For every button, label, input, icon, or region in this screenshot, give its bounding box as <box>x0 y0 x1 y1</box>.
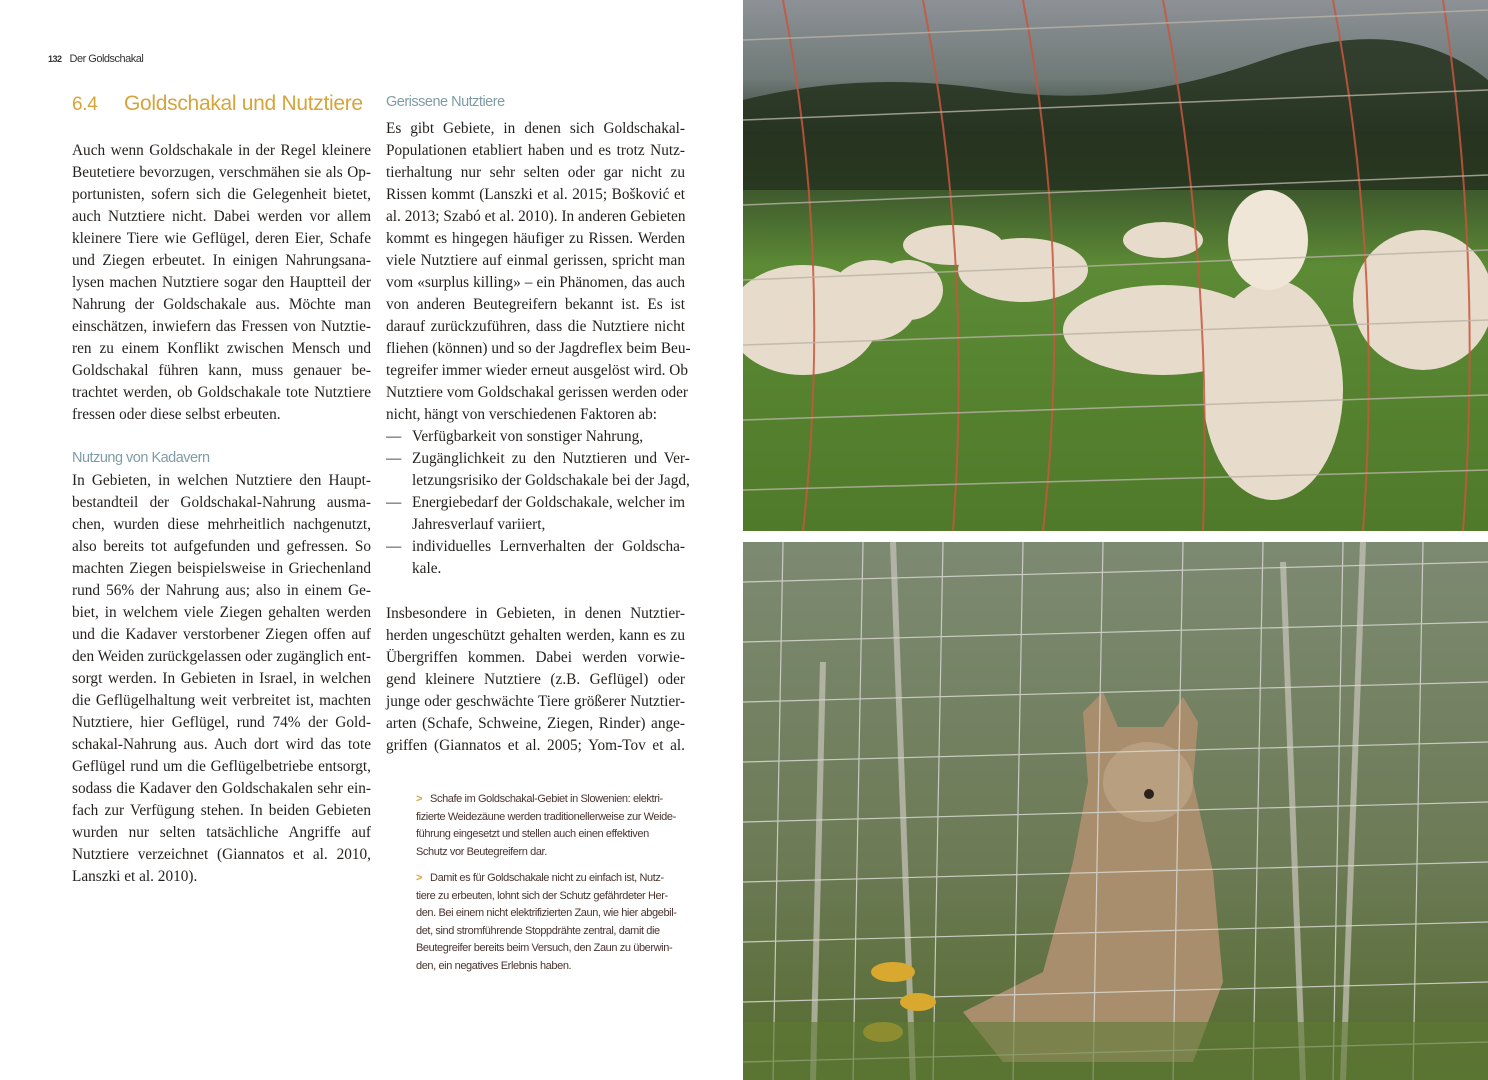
text-line: einschätzen, inwiefern das Fressen von Nutztie- <box>72 318 371 335</box>
text-line: portunisten, sofern sich die Gelegenheit bietet, <box>72 186 371 203</box>
caption-line <box>416 888 676 906</box>
text-line: den Weiden zurückgelassen oder zugänglich ent- <box>72 648 371 665</box>
caption-text: den, ein negatives Erlebnis haben. <box>416 959 572 972</box>
photo-sheep-behind-fence <box>743 0 1488 531</box>
text-line: In Gebieten, in welchen Nutztiere den Haupt- <box>72 472 371 489</box>
dash-bullet: — <box>386 538 402 555</box>
chapter-number: 6.4 <box>72 94 98 115</box>
text-line: und die Kadaver verstorbener Ziegen offen auf <box>72 626 371 643</box>
text-line: nicht, hängt von verschiedenen Faktoren ab: <box>386 406 658 423</box>
caption-line <box>416 826 676 844</box>
text-line: rund 56% der Nahrung aus; also in einem Ge- <box>72 582 371 599</box>
intro-paragraph <box>72 140 371 426</box>
text-line: kommt es hingegen häufiger zu Rissen. Werden <box>386 230 685 247</box>
text-line: Lanszki et al. 2010). <box>72 868 198 885</box>
list-item <box>386 448 690 492</box>
text-line: fach zur Verfügung stehen. In beiden Gebieten <box>72 802 371 819</box>
text-line: von anderen Beutegreifern bekannt ist. Es ist <box>386 296 685 313</box>
text-line: tegreifer immer wieder erneut ausgelöst wird. Ob <box>386 362 689 379</box>
caption-text: fizierte Weidezäune werden traditionellerweise zur Weide- <box>416 810 676 823</box>
dash-bullet: — <box>386 494 402 511</box>
text-line: und Ziegen erbeutet. In einigen Nahrungsana- <box>72 252 371 269</box>
caption-line <box>416 809 676 827</box>
subheading-kadaver: Nutzung von Kadavern <box>72 450 210 466</box>
text-line: sodass die Kadaver den Goldschakalen sehr ein- <box>72 780 371 797</box>
arrow-icon: > <box>416 793 423 805</box>
text-line: darauf zurückzuführen, dass die Nutztiere nicht <box>386 318 685 335</box>
text-line: auch Nutztiere nicht. Dabei werden vor allem <box>72 208 371 225</box>
dash-bullet: — <box>386 450 402 467</box>
text-line: kleinere Tiere wie Geflügel, deren Eier, Schafe <box>72 230 371 247</box>
caption-line <box>416 923 676 941</box>
text-line: Nutztiere, hier Geflügel, rund 74% der Gold- <box>72 714 371 731</box>
caption-text: führung eingesetzt und stellen auch einen effektiven <box>416 828 649 841</box>
list-item <box>386 426 685 448</box>
text-line: al. 2013; Szabó et al. 2010). In anderen Gebieten <box>386 208 686 225</box>
text-line: Rissen kommt (Lanszki et al. 2015; Bošković et <box>386 186 685 203</box>
list-item <box>386 492 685 536</box>
caption-text: Beutegreifer bereits beim Versuch, den Zaun zu überwin- <box>416 942 673 955</box>
running-header <box>48 53 143 65</box>
list-item <box>386 536 685 580</box>
text-line: fressen oder diese selbst erbeuten. <box>72 406 281 423</box>
text-line: individuelles Lernverhalten der Goldscha- <box>412 538 685 555</box>
subheading-gerissene: Gerissene Nutztiere <box>386 94 505 110</box>
caption-line <box>416 958 676 976</box>
text-line: ren zu einem Konflikt zwischen Mensch und <box>72 340 371 357</box>
text-line: Jahresverlauf variiert, <box>412 516 546 533</box>
text-line: trachtet werden, ob Goldschakale tote Nutztiere <box>72 384 371 401</box>
caption-line <box>416 791 676 809</box>
text-line: machten Ziegen beispielsweise in Griechenland <box>72 560 371 577</box>
text-line: Insbesondere in Gebieten, in denen Nutztier- <box>386 605 685 622</box>
text-line: Goldschakal führen kann, muss genauer be- <box>72 362 371 379</box>
chapter-heading <box>72 92 363 116</box>
text-line: wurden nur selten tatsächliche Angriffe auf <box>72 824 371 841</box>
text-line: fliehen (können) und so der Jagdreflex beim Beu- <box>386 340 691 357</box>
text-line: vom «surplus killing» – ein Phänomen, das auch <box>386 274 685 291</box>
caption-line <box>416 844 676 862</box>
text-line: also bereits tot aufgefunden und gefressen. So <box>72 538 371 555</box>
text-line: Auch wenn Goldschakale in der Regel kleinere <box>72 142 371 159</box>
text-line: Geflügel rund um die Geflügelbetriebe entsorgt, <box>72 758 371 775</box>
text-line: Übergriffen kommen. Dabei werden vorwie- <box>386 649 685 666</box>
caption-text: Schafe im Goldschakal-Gebiet in Slowenien: elektri- <box>430 793 663 805</box>
text-line: arten (Schafe, Schweine, Ziegen, Rinder) ange- <box>386 715 685 732</box>
text-line: herden ungeschützt gehalten werden, kann es zu <box>386 627 685 644</box>
caption-text: den. Bei einem nicht elektrifizierten Zaun, wie hier abgebil- <box>416 907 677 920</box>
caption-line <box>416 940 676 958</box>
running-title: Der Goldschakal <box>69 53 144 65</box>
insbesondere-paragraph <box>386 603 685 757</box>
gerissene-paragraph <box>386 118 691 426</box>
text-line: viele Nutztiere auf einmal gerissen, spricht man <box>386 252 685 269</box>
caption-text: Schutz vor Beutegreifern dar. <box>416 845 547 858</box>
text-line: junge oder geschwächte Tiere größerer Nutztier- <box>386 693 685 710</box>
page-number: 132 <box>48 54 62 64</box>
text-line: Populationen etabliert haben und es trotz Nutz- <box>386 142 685 159</box>
text-line: kale. <box>412 560 442 577</box>
text-line: die Geflügelhaltung weit verbreitet ist, machten <box>72 692 371 709</box>
photo-jackal-behind-fence <box>743 542 1488 1080</box>
caption-line <box>416 870 676 888</box>
text-line: griffen (Giannatos et al. 2005; Yom-Tov et al. <box>386 737 685 754</box>
text-line: Nahrung der Goldschakale aus. Möchte man <box>72 296 371 313</box>
text-line: Nutztiere verzeichnet (Giannatos et al. 2010, <box>72 846 371 863</box>
kadaver-paragraph <box>72 470 371 888</box>
caption-text: tiere zu erbeuten, lohnt sich der Schutz gefährdeter Her- <box>416 889 668 902</box>
text-line: tierhaltung nur sehr selten oder gar nicht zu <box>386 164 685 181</box>
text-line: letzungsrisiko der Goldschakale bei der Jagd, <box>412 472 690 489</box>
text-line: bestandteil der Goldschakal-Nahrung ausma- <box>72 494 371 511</box>
text-line: Beutetiere bevorzugen, verschmähen sie als Op- <box>72 164 371 181</box>
caption-sheep <box>416 791 676 861</box>
factor-list <box>386 426 690 580</box>
text-line: Energiebedarf der Goldschakale, welcher im <box>412 494 685 511</box>
text-line: lysen machen Nutztiere sogar den Hauptteil der <box>72 274 371 291</box>
text-line: sorgt werden. In Gebieten in Israel, in welchen <box>72 670 371 687</box>
text-line: schakal-Nahrung aus. Auch dort wird das tote <box>72 736 371 753</box>
text-line: Zugänglichkeit zu den Nutztieren und Ver- <box>412 450 690 467</box>
text-line: biet, in welchem viele Ziegen gehalten werden <box>72 604 371 621</box>
caption-text: Damit es für Goldschakale nicht zu einfach ist, Nutz- <box>430 872 664 884</box>
text-line: chen, wurden diese mehrheitlich nachgenutzt, <box>72 516 371 533</box>
caption-text: det, sind stromführende Stoppdrähte zentral, damit die <box>416 924 660 937</box>
dash-bullet: — <box>386 428 402 445</box>
text-line: Nutztiere vom Goldschakal gerissen werden oder <box>386 384 689 401</box>
arrow-icon: > <box>416 872 423 884</box>
text-line: Verfügbarkeit von sonstiger Nahrung, <box>412 428 644 445</box>
caption-line <box>416 905 676 923</box>
text-line: gend kleinere Nutztiere (z.B. Geflügel) oder <box>386 671 685 688</box>
chapter-title: Goldschakal und Nutztiere <box>124 92 363 115</box>
text-line: Es gibt Gebiete, in denen sich Goldschakal- <box>386 120 685 137</box>
caption-jackal <box>416 870 676 976</box>
